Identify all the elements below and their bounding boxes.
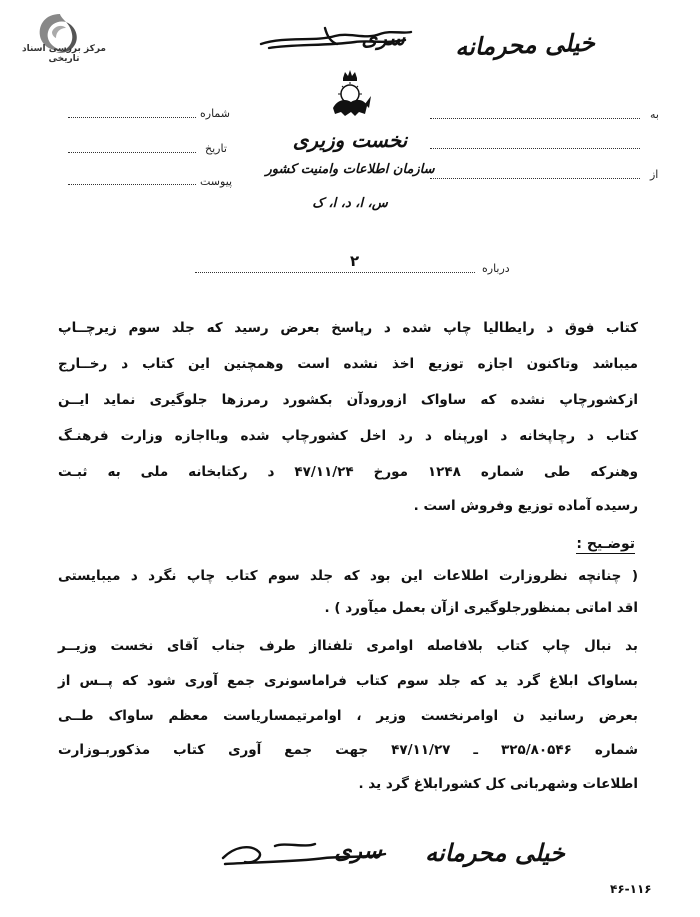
to-field-line-1 (430, 118, 640, 119)
body-line: اقد اماتی بمنظورجلوگیری ازآن بعمل میآورد ) . (324, 600, 638, 616)
top-secret-stamp (255, 22, 415, 56)
number-field-line (68, 117, 196, 118)
to-label: به (650, 108, 659, 121)
archive-logo-caption: مرکز بررسی اسناد تاریخی (22, 44, 106, 64)
body-line: ( چنانچه نظروزارت اطلاعات این بود که جلد سوم کتاب چاپ نگرد د میبایستی (58, 568, 638, 584)
note-heading: توضـیح : (576, 536, 635, 552)
body-line: کتاب د رچاپخانه د اورپناه د رد اخل کشورچاپ شده وبااجازه وزارت فرهنـگ (58, 428, 638, 444)
lion-sun-crown-icon (325, 68, 375, 120)
top-classification-stamp: خیلی محرمانه (454, 27, 596, 62)
body-line: بد نبال چاپ کتاب بلافاصله اوامری تلفنااز طرف جناب آقای نخست وزیــر (58, 638, 638, 654)
from-label: از (650, 168, 659, 181)
subject-field-line (195, 272, 475, 273)
body-line: اطلاعات وشهربانی کل کشورابلاغ گرد ید . (358, 776, 638, 792)
bottom-classification-stamp: خیلی محرمانه (425, 838, 565, 867)
body-line: شماره ۳۲۵/۸۰۵۴۶ ـ ۴۷/۱۱/۲۷ جهت جمع آوری کتاب مذکوربـوزارت (58, 742, 638, 758)
attachment-field-label: پیوست (200, 175, 233, 188)
from-field-line (430, 178, 640, 179)
body-line: بساواک ابلاغ گرد ید که جلد سوم کتاب فراماسونری جمع آوری شود که پــس از (58, 673, 638, 689)
to-field-line-2 (430, 148, 640, 149)
body-line: ازکشورچاپ نشده که ساواک ازورودآن بکشورد رمرزها جلوگیری نماید ایــن (58, 392, 638, 408)
body-line: بعرض رسانید ن اوامرنخست وزیر ، اوامرتیمساریاست معظم ساواک طــی (58, 708, 638, 724)
date-field-line (68, 152, 196, 153)
subject-value: ۲ (350, 252, 360, 270)
number-field-label: شماره (200, 107, 231, 120)
lion-and-sun-emblem (325, 68, 375, 120)
org-code: س، ا، د، ا، ک (312, 196, 388, 211)
org-subtitle: سازمان اطلاعات وامنیت کشور (265, 162, 435, 177)
attachment-field-line (68, 184, 196, 185)
org-title: نخست وزیری (292, 128, 408, 152)
body-line: وهنرکه طی شماره ۱۲۴۸ مورخ ۴۷/۱۱/۲۴ د رکتابخانه ملی به ثبـت (58, 464, 638, 480)
bottom-secret-stamp (215, 832, 390, 874)
body-line: کتاب فوق د رایطالیا چاپ شده د رپاسخ بعرض رسید که جلد سوم زیرچــاپ (58, 320, 638, 336)
subject-label: درباره (482, 262, 510, 275)
top-secret-label: سری (361, 26, 405, 50)
date-field-label: تاریخ (205, 142, 227, 155)
body-line: رسیده آماده توزیع وفروش است . (413, 498, 638, 514)
bottom-secret-label: سری (334, 838, 382, 864)
page-reference: ۴۶-۱۱۶ (610, 882, 652, 896)
body-line: میباشد وتاکنون اجازه توزیع اخذ نشده است وهمچنین این کتاب د رخــارج (58, 356, 638, 372)
